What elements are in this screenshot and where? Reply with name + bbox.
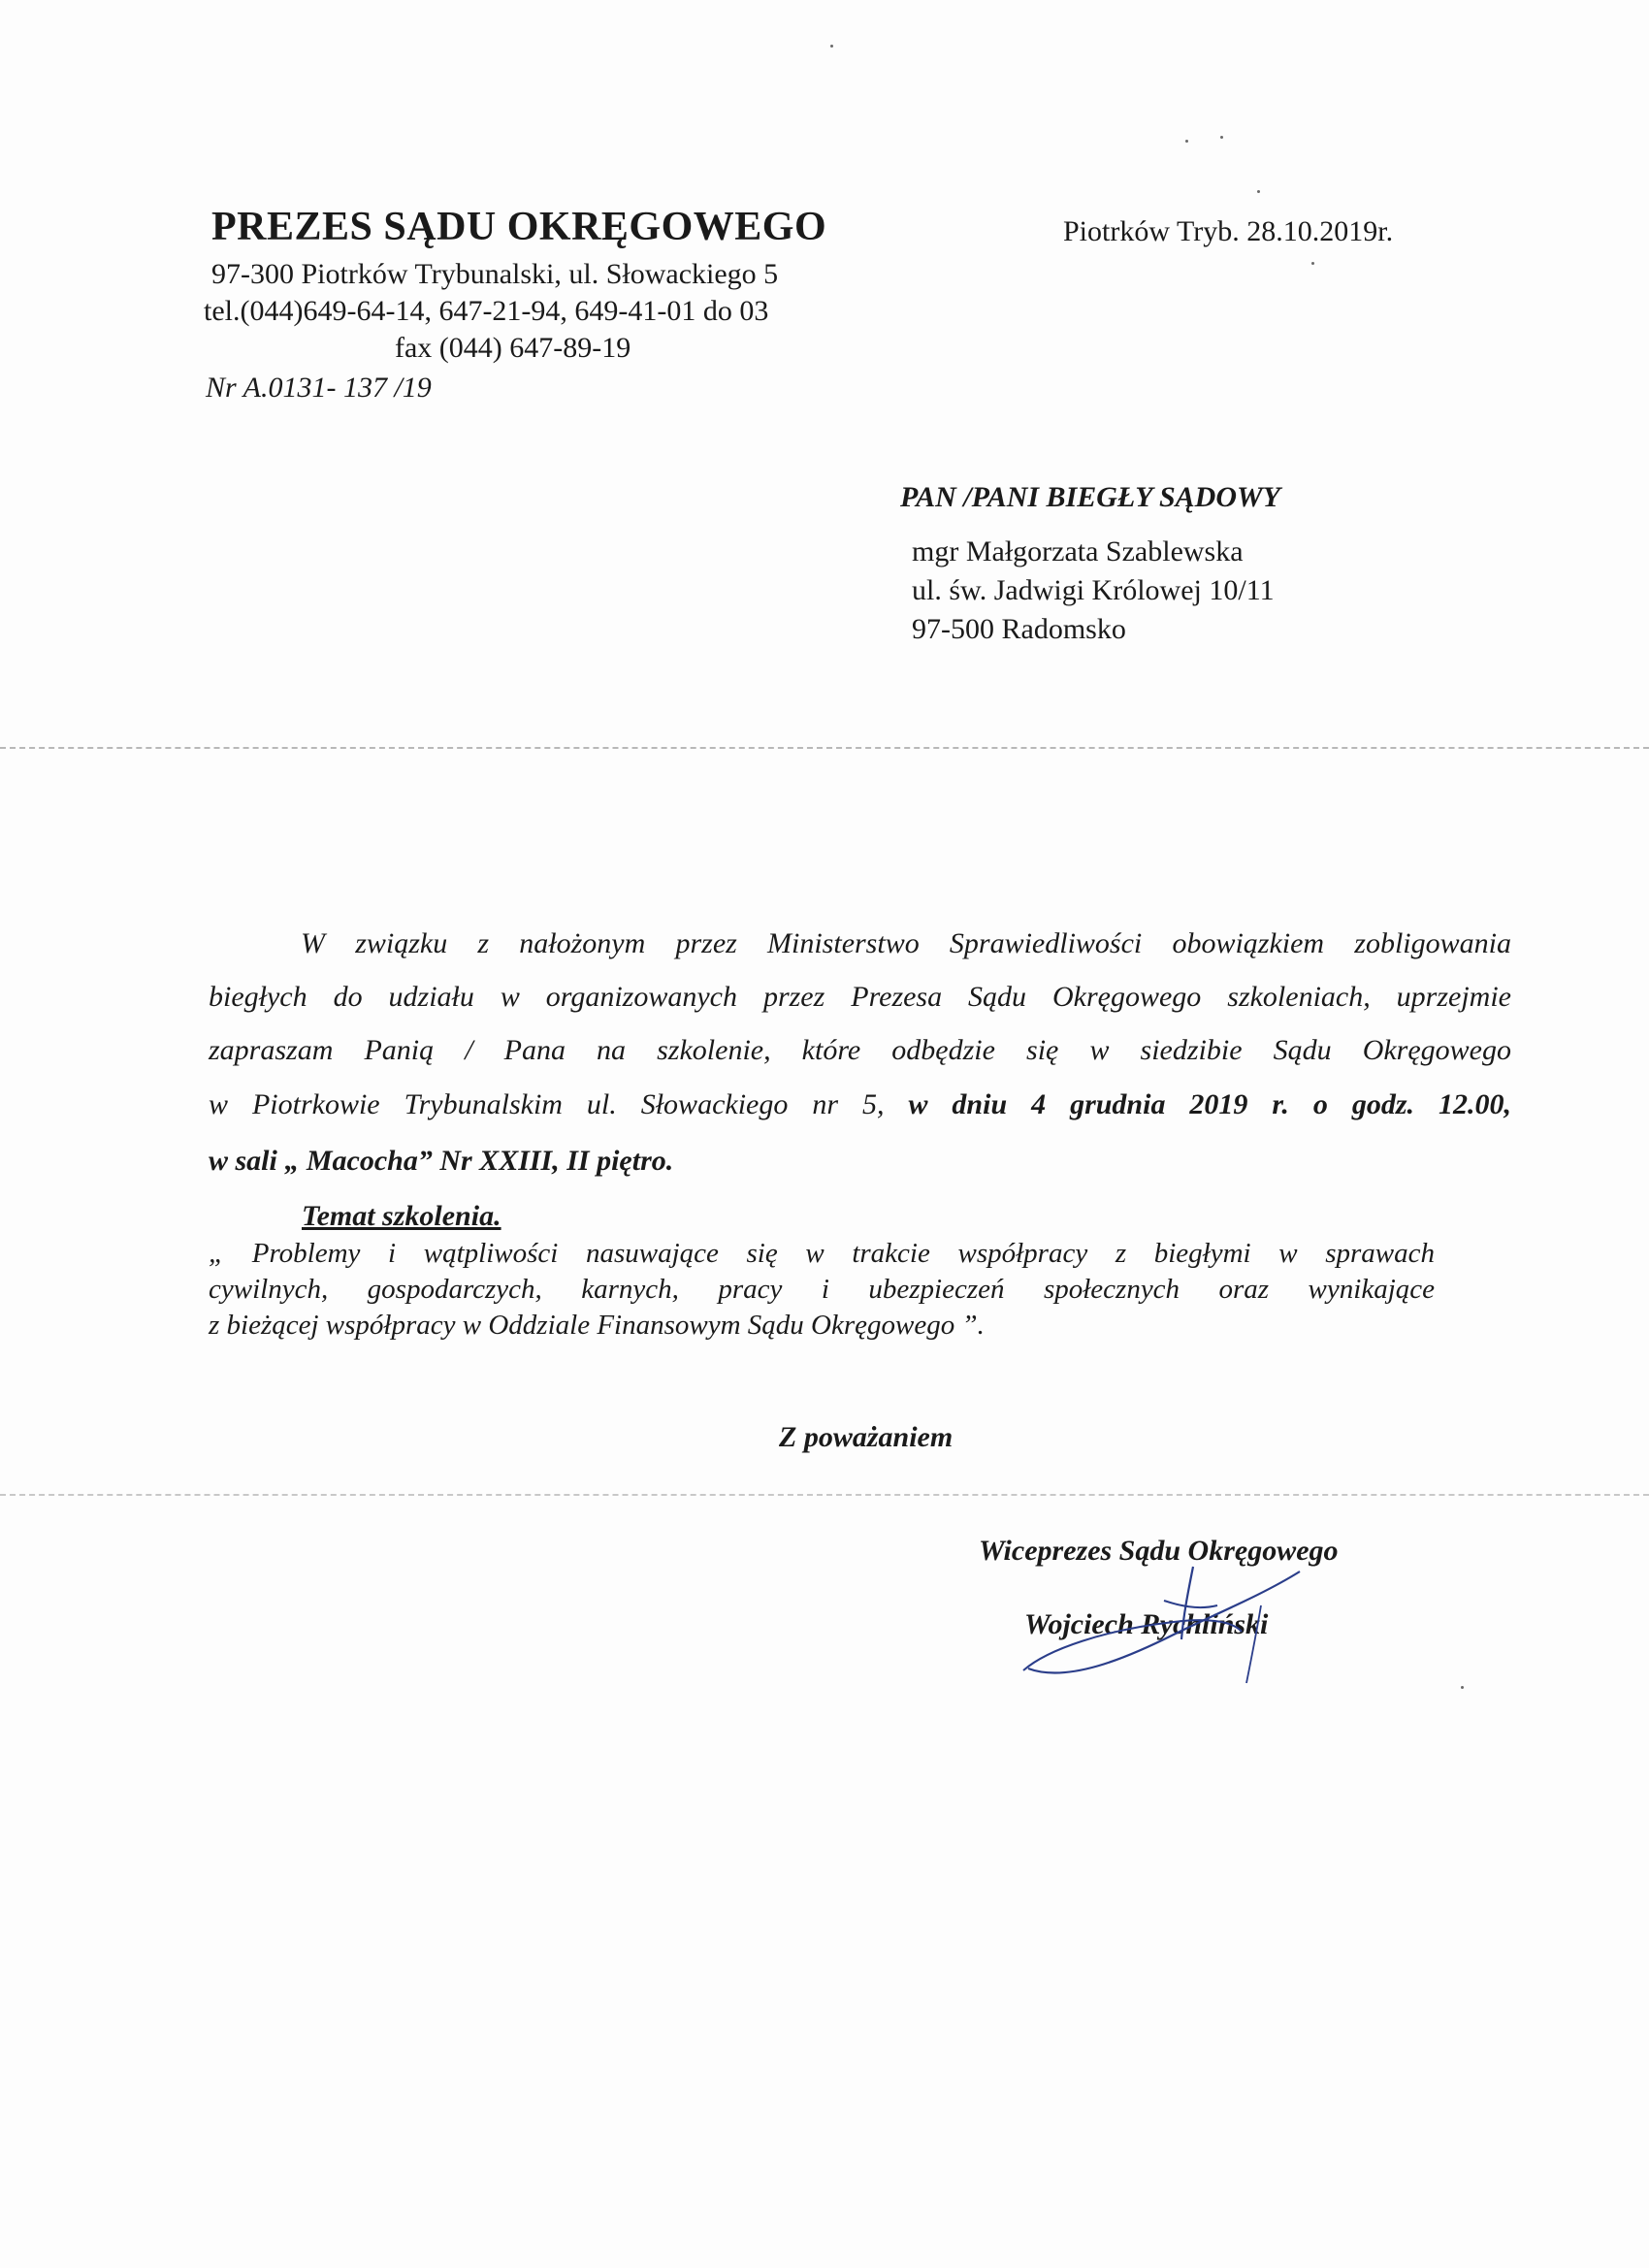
handwritten-signature	[1009, 1562, 1310, 1688]
scan-speck	[1311, 262, 1314, 265]
topic-line-3: z bieżącej współpracy w Oddziale Finansowym Sądu Okręgowego ”.	[209, 1310, 985, 1341]
closing-greeting: Z poważaniem	[779, 1421, 954, 1453]
body-line-4-plain: w Piotrkowie Trybunalskim ul. Słowackiego nr 5,	[209, 1088, 909, 1120]
reference-number: Nr A.0131- 137 /19	[206, 372, 432, 404]
court-fax: fax (044) 647-89-19	[395, 332, 631, 364]
court-address: 97-300 Piotrków Trybunalski, ul. Słowackiego 5	[211, 258, 779, 290]
scan-speck	[1461, 1686, 1464, 1689]
training-room: w sali „ Macocha” Nr XXIII, II piętro.	[209, 1145, 674, 1177]
body-line-1: W związku z nałożonym przez Ministerstwo Sprawiedliwości obowiązkiem zobligowania	[301, 927, 1511, 959]
signatory-title: Wiceprezes Sądu Okręgowego	[979, 1535, 1339, 1567]
scan-speck	[1257, 190, 1260, 193]
recipient-street: ul. św. Jadwigi Królowej 10/11	[912, 574, 1275, 606]
signatory-name: Wojciech Rychliński	[1024, 1608, 1269, 1640]
fold-line-lower	[0, 1494, 1649, 1496]
scan-speck	[830, 45, 833, 48]
body-line-3: zapraszam Panią / Pana na szkolenie, które odbędzie się w siedzibie Sądu Okręgowego	[209, 1034, 1511, 1066]
recipient-city: 97-500 Radomsko	[912, 613, 1126, 645]
topic-line-1: „ Problemy i wątpliwości nasuwające się w trakcie współpracy z biegłymi w sprawach	[209, 1238, 1435, 1269]
body-line-4	[209, 1088, 1511, 1121]
body-line-2: biegłych do udziału w organizowanych przez Prezesa Sądu Okręgowego szkoleniach, uprzejmie	[209, 981, 1511, 1013]
scan-speck	[1220, 136, 1223, 139]
recipient-name: mgr Małgorzata Szablewska	[912, 535, 1244, 567]
court-phone: tel.(044)649-64-14, 647-21-94, 649-41-01 do 03	[204, 295, 769, 327]
recipient-title: PAN /PANI BIEGŁY SĄDOWY	[900, 481, 1280, 513]
court-president-title: PREZES SĄDU OKRĘGOWEGO	[211, 205, 827, 249]
topic-label: Temat szkolenia.	[302, 1200, 501, 1232]
topic-line-2: cywilnych, gospodarczych, karnych, pracy i ubezpieczeń społecznych oraz wynikające	[209, 1274, 1435, 1305]
letter-date: Piotrków Tryb. 28.10.2019r.	[1063, 215, 1394, 247]
training-date-time: w dniu 4 grudnia 2019 r. o godz. 12.00,	[908, 1088, 1511, 1120]
fold-line-upper	[0, 747, 1649, 749]
scan-speck	[1185, 140, 1188, 143]
